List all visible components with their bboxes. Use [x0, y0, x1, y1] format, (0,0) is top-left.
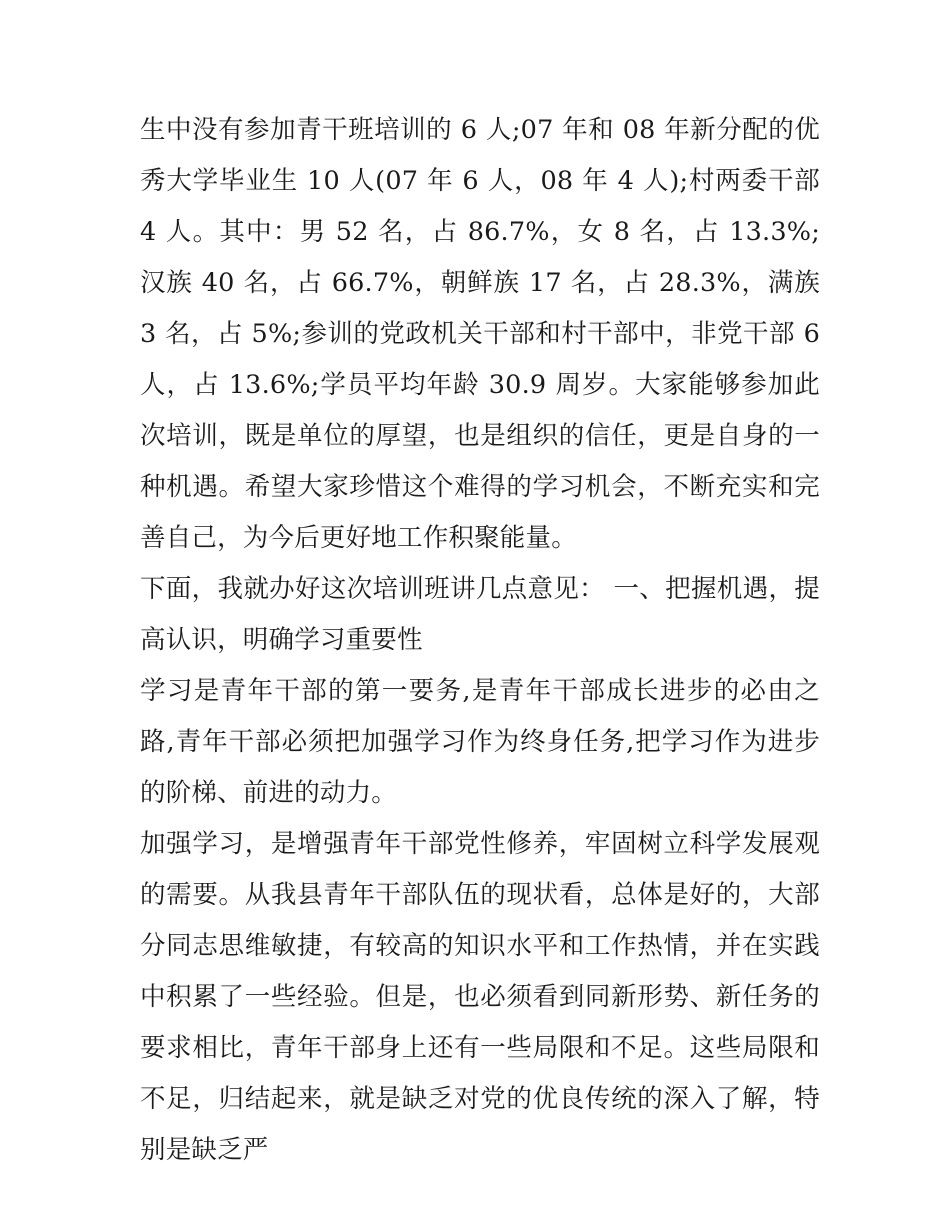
paragraph-section-one-heading: 下面，我就办好这次培训班讲几点意见： 一、把握机遇，提高认识，明确学习重要性 — [140, 574, 820, 655]
paragraph-strengthen-learning: 加强学习，是增强青年干部党性修养，牢固树立科学发展观的需要。从我县青年干部队伍的现状看，总体是好的，大部分同志思维敏捷，有较高的知识水平和工作热情，并在实践中积累了一些经验。但是，也必须看到同新形势、新任务的要求相比，青年干部身上还有一些局限和不足。这些局限和不足，归结起来，就是缺乏对党的优良传统的深入了解，特别是缺乏严 — [140, 829, 820, 1165]
document-body — [140, 105, 820, 1176]
paragraph-participants: 生中没有参加青干班培训的 6 人;07 年和 08 年新分配的优秀大学毕业生 10 人(07 年 6 人，08 年 4 人);村两委干部 4 人。其中：男 52 名，占 86.7%，女 8 名，占 13.3%;汉族 40 名，占 66.7%，朝鲜族 17 名，占 28.3%，满族 3 名，占 5%;参训的党政机关干部和村干部中，非党干部 6 人，占 13.6%;学员平均年龄 30.9 周岁。大家能够参加此次培训，既是单位的厚望，也是组织的信任，更是自身的一种机遇。希望大家珍惜这个难得的学习机会，不断充实和完善自己，为今后更好地工作积聚能量。 — [140, 115, 820, 553]
paragraph-learning-first-task: 学习是青年干部的第一要务,是青年干部成长进步的必由之路,青年干部必须把加强学习作为终身任务,把学习作为进步的阶梯、前进的动力。 — [140, 676, 820, 808]
